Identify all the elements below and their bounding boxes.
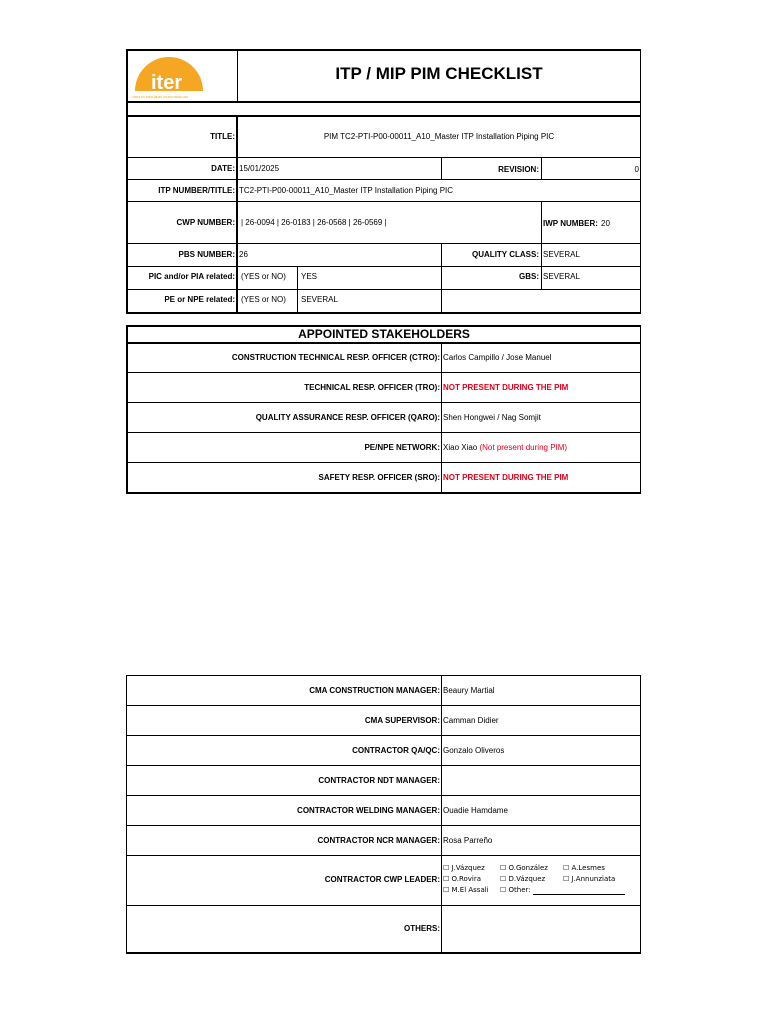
pe-hint: (YES or NO) [241,295,286,304]
border [126,675,127,954]
cwp-value: | 26-0094 | 26-0183 | 26-0568 | 26-0569 | [241,218,387,227]
tro-label: TECHNICAL RESP. OFFICER (TRO): [304,383,440,392]
cwp-leader-option[interactable]: ☐ O.González [500,864,548,872]
pic-value: YES [301,272,318,281]
divider [126,705,641,706]
cwp-leader-option[interactable]: ☐ D.Vázquez [500,875,546,883]
cwp-leader-option[interactable]: ☐ A.Lesmes [563,864,605,872]
contractor-ncr-manager-value: Rosa Parreño [443,836,493,845]
itp-label: ITP NUMBER/TITLE: [158,186,235,195]
logo-tagline: china eu india japan korea russia usa [132,95,188,99]
border [640,675,641,954]
divider [126,342,641,344]
cwp-leader-option[interactable]: ☐ O.Rovira [443,875,482,883]
divider [441,342,442,493]
title-label: TITLE: [210,132,235,141]
sro-label: SAFETY RESP. OFFICER (SRO): [318,473,440,482]
gbs-label: GBS: [519,272,539,281]
contractor-welding-manager-value: Ouadie Hamdame [443,806,508,815]
pe-label: PE or NPE related: [164,295,235,304]
sro-value: NOT PRESENT DURING THE PIM [443,473,569,482]
pe-value: SEVERAL [301,295,338,304]
divider [297,266,298,313]
border [640,325,641,494]
cwp-leader-option[interactable]: ☐ Other: [500,886,531,894]
cma-construction-manager-value: Beaury Martial [443,686,495,695]
contractor-qaqc-value: Gonzalo Oliveros [443,746,505,755]
cwp-leader-option[interactable]: ☐ J.Annunziata [563,875,616,883]
page-title: ITP / MIP PIM CHECKLIST [335,64,543,83]
cwp-label: CWP NUMBER: [176,218,235,227]
border [126,325,128,494]
contractor-cwp-leader-label: CONTRACTOR CWP LEADER: [324,875,440,884]
pe-network-note: (Not present during PIM) [479,443,568,452]
iwp-value: 20 [601,219,610,228]
divider [126,825,641,826]
divider [126,905,641,906]
pe-network-label: PE/NPE NETWORK: [364,443,440,452]
divider [126,735,641,736]
cwp-leader-option[interactable]: ☐ M.El Assali [443,886,489,894]
pbs-label: PBS NUMBER: [178,250,235,259]
contractor-qaqc-label: CONTRACTOR QA/QC: [352,746,440,755]
divider [126,462,641,463]
ctro-label: CONSTRUCTION TECHNICAL RESP. OFFICER (CTRO): [231,353,440,362]
divider [126,266,641,267]
date-value: 15/01/2025 [239,164,280,173]
divider [126,157,641,158]
contractor-welding-manager-label: CONTRACTOR WELDING MANAGER: [297,806,440,815]
others-value-field[interactable] [443,907,639,951]
quality-class-label: QUALITY CLASS: [472,250,539,259]
qaro-label: QUALITY ASSURANCE RESP. OFFICER (QARO): [255,413,440,422]
divider [126,855,641,856]
revision-value: 0 [634,165,639,174]
border [126,492,641,494]
contractor-ncr-manager-label: CONTRACTOR NCR MANAGER: [317,836,440,845]
title-value: PIM TC2-PTI-P00-00011_A10_Master ITP Installation Piping PIC [323,132,555,141]
cwp-leader-option[interactable]: ☐ J.Vázquez [443,864,485,872]
gbs-value: SEVERAL [543,272,580,281]
divider [126,765,641,766]
divider [126,372,641,373]
divider [126,201,641,202]
pe-network-value [443,443,567,452]
date-label: DATE: [211,164,235,173]
stakeholders-heading: APPOINTED STAKEHOLDERS [298,327,470,341]
cma-construction-manager-label: CMA CONSTRUCTION MANAGER: [309,686,440,695]
tro-value: NOT PRESENT DURING THE PIM [443,383,569,392]
divider [126,432,641,433]
pe-network-name: Xiao Xiao [443,443,478,452]
logo-text: iter [151,72,183,94]
divider [126,402,641,403]
cma-supervisor-value: Camman Didier [443,716,499,725]
divider [126,179,641,180]
divider [126,289,641,290]
iwp-label: IWP NUMBER: [543,219,598,228]
qaro-value: Shen Hongwei / Nag Somjit [443,413,541,422]
border [126,675,641,676]
divider [126,243,641,244]
divider [236,115,238,313]
border [126,952,641,954]
cma-supervisor-label: CMA SUPERVISOR: [364,716,440,725]
others-label: OTHERS: [404,924,440,933]
divider [541,243,542,289]
pic-label: PIC and/or PIA related: [148,272,235,281]
iter-logo [129,51,236,100]
divider [126,115,641,117]
divider [541,201,542,243]
border [640,49,641,313]
quality-class-value: SEVERAL [543,250,580,259]
divider [126,795,641,796]
other-input-line[interactable] [533,894,625,895]
pic-hint: (YES or NO) [241,272,286,281]
divider [441,675,442,953]
contractor-ndt-manager-label: CONTRACTOR NDT MANAGER: [318,776,440,785]
pbs-value: 26 [239,250,248,259]
divider [126,101,641,103]
ctro-value: Carlos Campillo / Jose Manuel [443,353,552,362]
itp-value: TC2-PTI-P00-00011_A10_Master ITP Installation Piping PIC [239,186,454,195]
revision-label: REVISION: [498,165,539,174]
border [126,312,641,314]
